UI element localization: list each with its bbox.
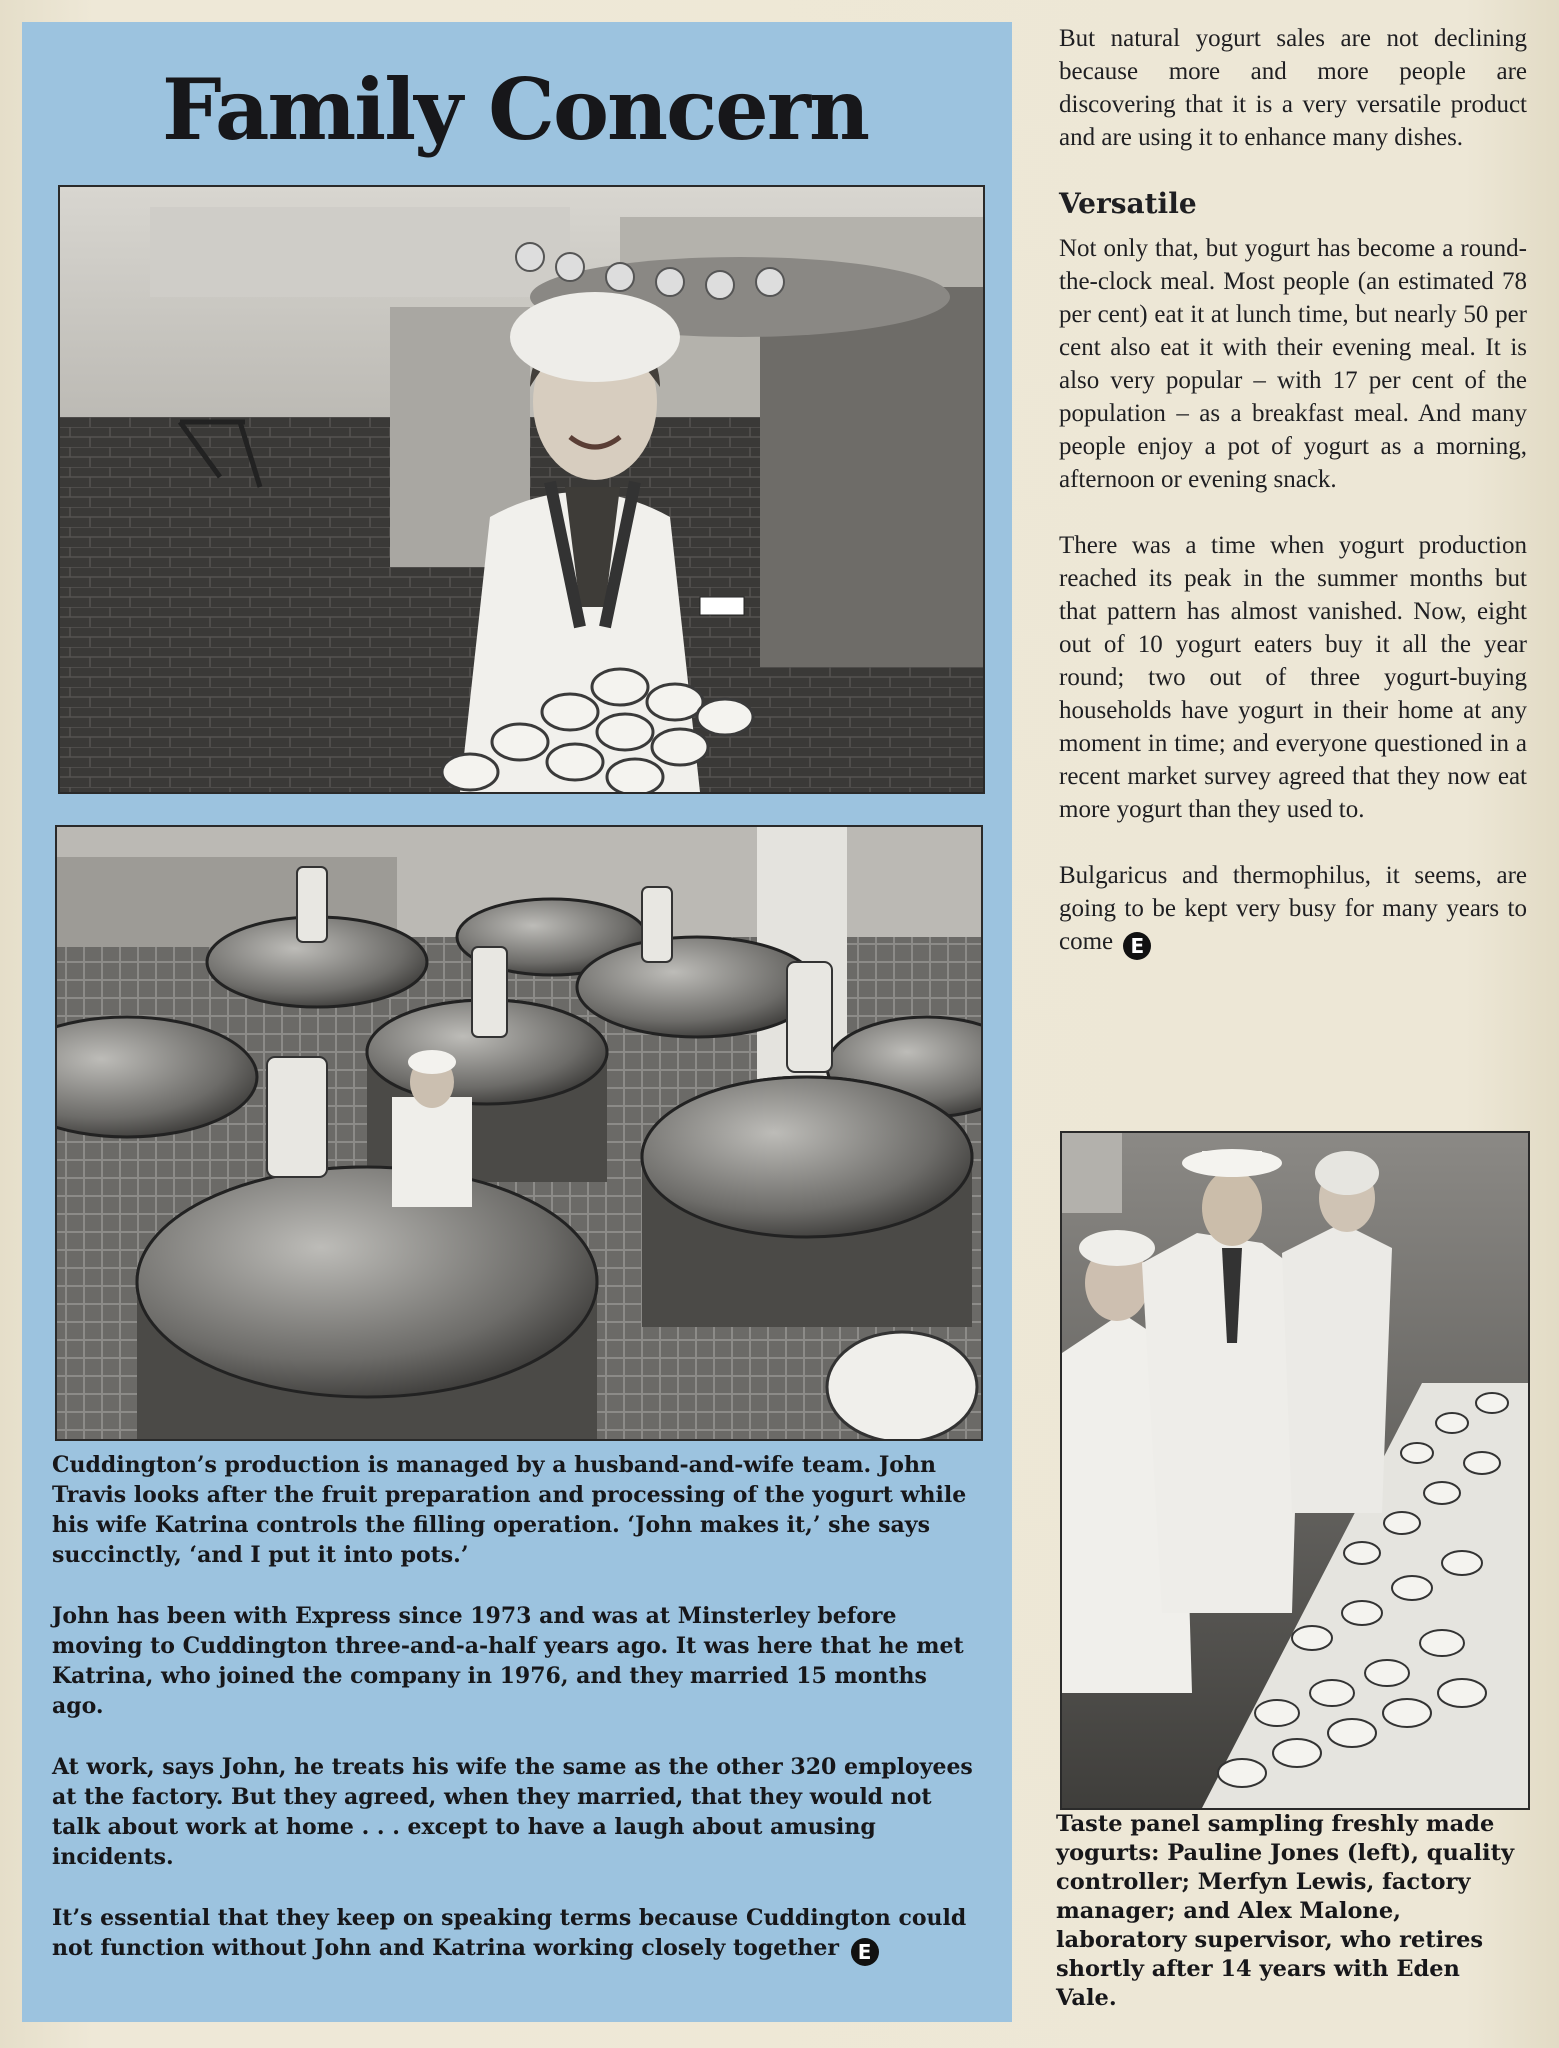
taste-panel-caption-text: Taste panel sampling freshly made yogurts: Pauline Jones (left), quality controller; Merfyn Lewis, factory manager; and Alex Malone, laboratory supervisor, who retires shortly after 14 years with Eden Vale. <box>1056 1811 1515 2011</box>
eden-vale-e-icon: E <box>1123 932 1151 960</box>
taste-panel-caption <box>1056 1810 1526 2013</box>
page-title: Family Concern <box>161 60 869 159</box>
article-closing-text: Bulgaricus and thermophilus, it seems, are going to be kept very busy for many years to come <box>1059 862 1527 955</box>
photo-woman-with-yogurt-tray <box>58 185 985 794</box>
article-intro: But natural yogurt sales are not declining because more and more people are discovering that it is a very versatile product and are using it to enhance many dishes. <box>1059 25 1527 151</box>
photo-taste-panel <box>1060 1131 1530 1810</box>
article-column <box>1059 22 1527 960</box>
blue-panel-caption <box>52 1450 982 1997</box>
eden-vale-e-icon: E <box>851 1938 879 1966</box>
caption-paragraph: Cuddington’s production is managed by a husband-and-wife team. John Travis looks after the fruit preparation and processing of the yogurt while his wife Katrina controls the filling operation. ‘John makes it,’ she says succinctly, ‘and I put it into pots.’ <box>52 1452 967 1568</box>
article-paragraph <box>1059 859 1527 960</box>
caption-paragraph: At work, says John, he treats his wife the same as the other 320 employees at the factory. But they agreed, when they married, that they would not talk about work at home . . . except to have a laugh about amusing incidents. <box>52 1754 973 1870</box>
section-heading: Versatile <box>1059 187 1197 220</box>
article-paragraph: There was a time when yogurt production reached its peak in the summer months but that pattern has almost vanished. Now, eight out of 10 yogurt eaters buy it all the year round; two out of three yogurt-buying households have yogurt in their home at any moment in time; and everyone questioned in a recent market survey agreed that they now eat more yogurt than they used to. <box>1059 532 1527 823</box>
article-paragraph: Not only that, but yogurt has become a round-the-clock meal. Most people (an estimated 78 per cent) eat it at lunch time, but nearly 50 per cent also eat it with their evening meal. It is also very popular – with 17 per cent of the population – as a breakfast meal. And many people enjoy a pot of yogurt as a morning, afternoon or evening snack. <box>1059 235 1527 493</box>
caption-paragraph: John has been with Express since 1973 and was at Minsterley before moving to Cuddington three-and-a-half years ago. It was here that he met Katrina, who joined the company in 1976, and they married 15 months ago. <box>52 1603 964 1719</box>
photo-processing-tanks <box>55 825 983 1441</box>
caption-paragraph-text: It’s essential that they keep on speaking terms because Cuddington could not function without John and Katrina working closely together <box>52 1905 967 1961</box>
caption-paragraph <box>52 1903 982 1966</box>
